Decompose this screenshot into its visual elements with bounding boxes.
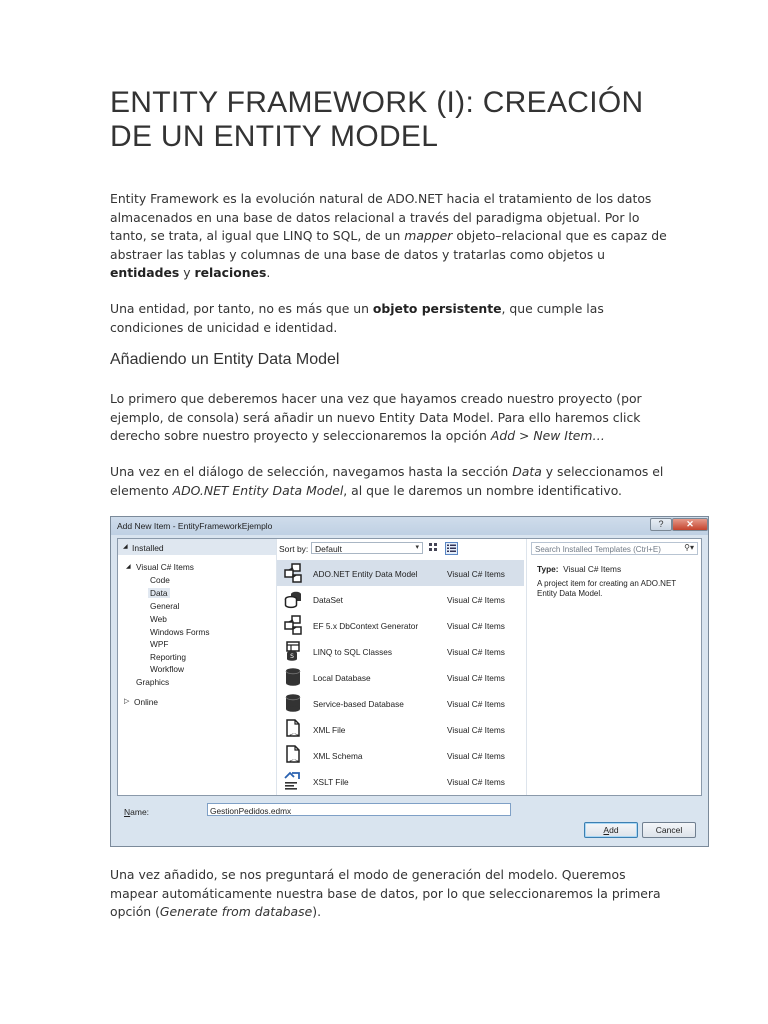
title-line-2: DE UN ENTITY MODEL <box>110 120 439 153</box>
tree-item-data[interactable]: Data <box>150 588 168 598</box>
help-button[interactable]: ? <box>650 518 672 531</box>
template-item-name: EF 5.x DbContext Generator <box>313 621 419 631</box>
name-input[interactable] <box>207 803 511 816</box>
template-item-category: Visual C# Items <box>447 673 505 683</box>
text: , que cumple las condiciones de unicidad e identidad. <box>110 301 604 335</box>
xml-schema-icon <box>283 745 303 765</box>
dataset-icon <box>283 589 303 609</box>
template-item-category: Visual C# Items <box>447 595 505 605</box>
medium-icons-view-icon[interactable] <box>427 542 440 555</box>
tree-item-general[interactable]: General <box>150 601 180 611</box>
dropdown-arrow-icon: ▾ <box>415 544 419 551</box>
entity-paragraph <box>110 300 670 337</box>
mapper-emphasis: mapper <box>404 228 453 244</box>
template-item[interactable] <box>277 716 524 742</box>
template-item[interactable] <box>277 664 524 690</box>
text: y seleccionamos el elemento <box>110 464 664 498</box>
entidades-strong: entidades <box>110 265 180 281</box>
name-input-value: GestionPedidos.edmx <box>210 805 292 816</box>
add-new-item-emphasis: Add > New Item… <box>490 428 605 444</box>
svg-text:S: S <box>290 653 294 660</box>
generate-from-database-emphasis: Generate from database <box>159 904 313 920</box>
text: . <box>266 265 271 281</box>
template-item-name: XML File <box>313 725 346 735</box>
tree-online[interactable]: Online <box>134 697 158 707</box>
tree-item-workflow[interactable]: Workflow <box>150 664 184 674</box>
text: Lo primero que deberemos hacer una vez que hayamos creado nuestro proyecto (por ejemplo, de consola) será añadir un nuevo Entity Data Model. Para ello haremos click derecho sobre nuestro proyecto y seleccionaremos la opción <box>110 391 642 444</box>
add-model-paragraph <box>110 390 670 446</box>
template-item-name: Service-based Database <box>313 699 404 709</box>
linq-to-sql-icon <box>283 641 303 661</box>
template-details-pane <box>526 539 702 795</box>
sort-by-label: Sort by: <box>279 544 309 554</box>
objeto-persistente-strong: objeto persistente <box>372 301 502 316</box>
template-item-name: XML Schema <box>313 751 363 761</box>
dialog-title: Add New Item - EntityFrameworkEjemplo <box>117 521 273 531</box>
template-item[interactable] <box>277 638 524 664</box>
template-item[interactable] <box>277 612 524 638</box>
tree-installed-header[interactable] <box>118 539 276 555</box>
dbcontext-generator-icon <box>283 615 303 635</box>
name-label <box>124 807 149 817</box>
generation-paragraph <box>110 866 670 922</box>
data-emphasis: Data <box>512 464 542 479</box>
section-heading: Añadiendo un Entity Data Model <box>110 351 340 368</box>
template-item[interactable] <box>277 586 524 612</box>
template-item-category: Visual C# Items <box>447 569 505 579</box>
svg-text:<>: <> <box>289 758 300 765</box>
text: , al que le daremos un nombre identificativo. <box>343 482 622 498</box>
search-installed-templates-input[interactable] <box>531 542 698 555</box>
details-view-icon[interactable] <box>445 542 458 555</box>
add-label-rest: dd <box>609 825 619 835</box>
tree-item-reporting[interactable]: Reporting <box>150 652 186 662</box>
text: Una vez en el diálogo de selección, navegamos hasta la sección <box>110 464 513 479</box>
name-accesskey: N <box>124 807 131 817</box>
relaciones-strong: relaciones <box>194 265 267 281</box>
intro-paragraph <box>110 190 670 283</box>
template-item[interactable] <box>277 690 524 716</box>
template-item-name: DataSet <box>313 595 343 605</box>
close-button[interactable]: ✕ <box>672 518 708 531</box>
sort-by-value: Default <box>315 544 342 554</box>
template-item-category: Visual C# Items <box>447 725 505 735</box>
template-item-name: LINQ to SQL Classes <box>313 647 393 657</box>
xslt-file-icon <box>283 771 303 791</box>
database-icon <box>283 667 303 687</box>
tree-item-graphics[interactable]: Graphics <box>136 677 170 687</box>
collapse-triangle-icon: ◢ <box>123 544 128 550</box>
dialog-titlebar <box>111 517 708 535</box>
template-item[interactable] <box>277 560 524 586</box>
add-new-item-dialog <box>110 516 709 847</box>
svg-text:<>: <> <box>289 732 300 739</box>
template-item-category: Visual C# Items <box>447 699 505 709</box>
expand-triangle-icon: ▷ <box>124 698 130 705</box>
text: Entity Framework es la evolución natural de ADO.NET hacia el tratamiento de los datos almacenados en una base de datos relacional a través del paradigma objetual. Por lo tanto, se trata, al igual que LINQ to SQL, de un <box>110 191 652 244</box>
template-type <box>537 564 621 574</box>
template-item[interactable] <box>277 768 524 794</box>
type-value: Visual C# Items <box>563 564 622 574</box>
template-item-name: XSLT File <box>313 777 349 787</box>
template-tree <box>118 539 277 795</box>
add-accesskey: A <box>603 825 610 835</box>
grid-view-icon <box>428 542 439 553</box>
dialog-content <box>117 538 702 796</box>
tree-item-code[interactable]: Code <box>150 575 170 585</box>
sort-by-select[interactable] <box>311 542 423 554</box>
tree-item-web[interactable]: Web <box>150 614 167 624</box>
collapse-triangle-icon: ◢ <box>126 564 131 570</box>
add-button[interactable] <box>584 822 638 838</box>
xml-file-icon <box>283 719 303 739</box>
tree-item-windows-forms[interactable]: Windows Forms <box>150 627 210 637</box>
template-item-category: Visual C# Items <box>447 777 505 787</box>
tree-visual-cs-items[interactable]: Visual C# Items <box>136 562 194 572</box>
sort-toolbar <box>277 539 524 559</box>
ado-net-emphasis: ADO.NET Entity Data Model <box>172 482 344 498</box>
text: objeto–relacional que es capaz de abstraer las tablas y columnas de una base de datos y tratarlas como objetos u <box>110 228 667 262</box>
title-line-1: ENTITY FRAMEWORK (I): CREACIÓN <box>110 86 644 119</box>
cancel-button[interactable]: Cancel <box>642 822 696 838</box>
dialog-paragraph <box>110 463 670 500</box>
page-title <box>110 86 670 154</box>
template-item-name: Local Database <box>313 673 371 683</box>
type-label: Type: <box>537 564 559 574</box>
text: ). <box>312 904 322 920</box>
list-view-icon <box>446 543 457 554</box>
template-item-category: Visual C# Items <box>447 647 505 657</box>
template-item-category: Visual C# Items <box>447 751 505 761</box>
text: Una entidad, por tanto, no es más que un <box>110 301 373 316</box>
template-item-category: Visual C# Items <box>447 621 505 631</box>
name-label-rest: ame: <box>130 807 150 817</box>
text: Una vez añadido, se nos preguntará el modo de generación del modelo. Queremos mapear automáticamente nuestra base de datos, por lo que seleccionaremos la primera opción ( <box>110 867 661 920</box>
search-placeholder: Search Installed Templates (Ctrl+E) <box>535 544 661 554</box>
database-icon <box>283 693 303 713</box>
entity-model-icon <box>283 563 303 583</box>
tree-item-wpf[interactable]: WPF <box>150 639 169 649</box>
search-icon[interactable]: ⚲▾ <box>684 543 694 552</box>
template-item[interactable] <box>277 742 524 768</box>
template-description: A project item for creating an ADO.NET Entity Data Model. <box>537 579 677 598</box>
template-item-name: ADO.NET Entity Data Model <box>313 569 418 579</box>
tree-installed-label: Installed <box>132 543 164 553</box>
text: y <box>179 265 195 281</box>
